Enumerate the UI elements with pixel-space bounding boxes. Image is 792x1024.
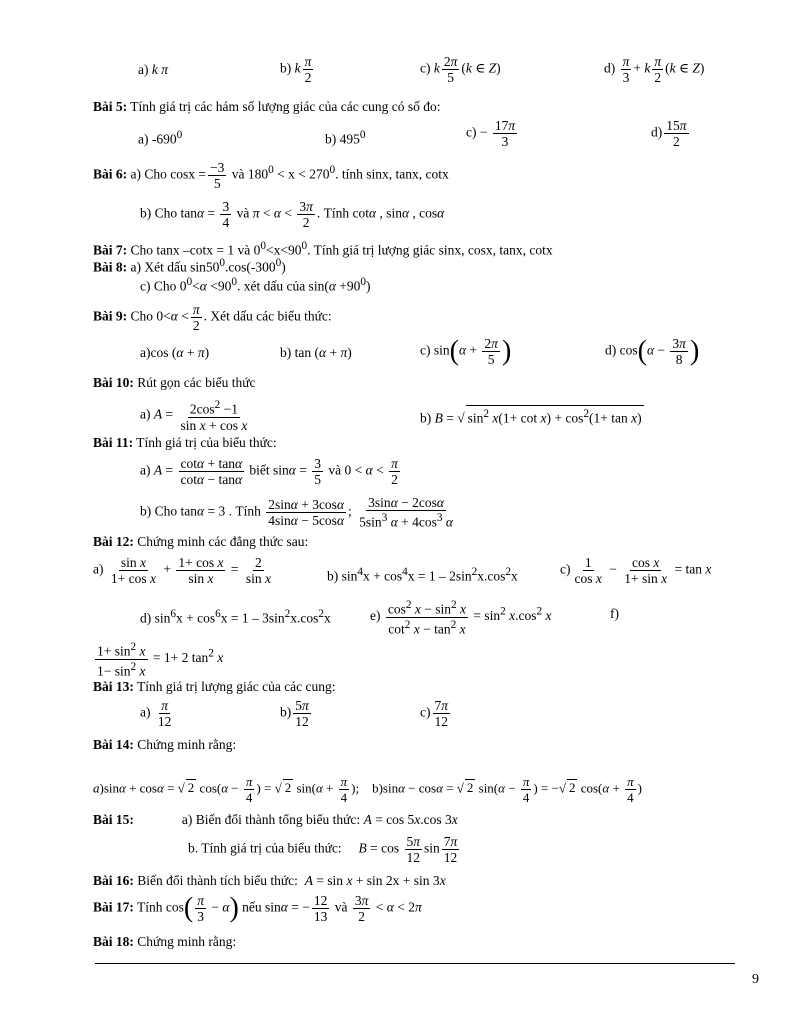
bai12-e: e) $\frac{\cos^2 x - \sin^2 x}{\cot^2 x - \tan^2 x}$ = $\sin^2 x.\cos^2$ x (370, 599, 552, 636)
page-number: 9 (752, 972, 759, 987)
bai9-heading: Bài 9: Cho 0<α < $\frac{\pi}{2}$ . Xét dấu các biểu thức: (93, 302, 332, 333)
bai12-c: c) $\frac{1}{\text{cos x}}$ − $\frac{\text{cos x}}{\text{1+ sin x}}$ = tan x (560, 555, 712, 586)
bai15-b: b. Tính giá trị của biểu thức: B = cos $\frac{5\pi}{12}$ sin $\frac{7\pi}{12}$ (188, 834, 458, 865)
bai13-c: c) $\frac{7\pi}{12}$ (420, 698, 449, 729)
bai5-d: d) $\frac{15\pi}{2}$ (651, 118, 687, 149)
bai5-heading: Bài 5: Tính giá trị các hám số lượng giác của các cung có số đo: (93, 99, 441, 114)
bai8-c: c) Cho $0^0<\alpha <90^0$. xét dấu của $\sin(\alpha +90^0)$ (140, 276, 371, 294)
bai16: Bài 16: Biến đổi thành tích biểu thức: A = sin x + sin 2x + sin 3x (93, 873, 446, 888)
bai12-heading: Bài 12: Chứng minh các đẳng thức sau: (93, 534, 309, 549)
bai9-b: b) tan (α + π) (280, 345, 352, 360)
bai11-b: b) Cho tanα = 3 . Tính $\frac{2\sin\alpha + 3\cos\alpha}{4\sin\alpha - 5\cos\alpha}$ ; $\frac{3\sin\alpha - 2\cos\alpha}{5\sin^3 \alpha + 4\cos^3 \alpha}$ (140, 495, 453, 530)
bai9-d: d) cos(α − $\frac{3\pi}{8}$ ) (605, 335, 700, 367)
bai13-heading: Bài 13: Tính giá trị lượng giác của các cung: (93, 679, 336, 694)
bai12-f-label: f) (610, 606, 619, 621)
bai6-a: Bài 6: a) Cho cosx = $\frac{-3}{5}$ và $180^0 < x < 270^0$. tính sinx, tanx, cotx (93, 160, 449, 191)
bai9-a: a)cos (α + π) (140, 345, 210, 360)
option-c: c) k $\frac{2\pi}{5}$ (k ∈ Z) (420, 54, 501, 85)
bai15-a: Bài 15: a) Biến đổi thành tổng biểu thức: A = cos 5x.cos 3x (93, 812, 458, 827)
option-d: d) $\frac{\pi}{3}$ + k $\frac{\pi}{2}$ (k ∈ Z) (604, 54, 705, 85)
bai7: Bài 7: Cho tanx –cotx = 1 và $0^0<x<90^0$. Tính giá trị lượng giác sinx, cosx, tanx, cotx (93, 240, 553, 258)
bai5-a: a) $-690^0$ (138, 129, 183, 147)
bai17: Bài 17: Tính cos( $\frac{\pi}{3}$ − α) nếu sinα = − $\frac{12}{13}$ và $\frac{3\pi}{2}$ < α < 2π (93, 892, 422, 924)
bai10-b: b) B = √ $\sin^2 x(1+ \cot x) + \cos^2(1+ \tan x)$ (420, 405, 644, 427)
option-b: b) k $\frac{\pi}{2}$ (280, 54, 312, 85)
bai12-a: a) $\frac{\text{sin x}}{\text{1+ cos x}}$ + $\frac{\text{1+ cos x}}{\text{sin x}}$ = $\frac{2}{\text{sin x}}$ (93, 555, 271, 586)
bai8-a: Bài 8: a) Xét dấu $\sin 50^0.\cos(-300^0)$ (93, 257, 286, 275)
bai12-f: $\frac{1+ \sin^2 x}{1- \sin^2 x}$ = 1+ 2 $\tan^2 x$ (97, 641, 224, 678)
bai5-b: b) $495^0$ (325, 129, 366, 147)
bai13-b: b) $\frac{5\pi}{12}$ (280, 698, 309, 729)
bai10-heading: Bài 10: Rút gọn các biểu thức (93, 375, 256, 390)
bai18-heading: Bài 18: Chứng minh rằng: (93, 934, 237, 949)
footer-divider (95, 963, 735, 964)
bai14-formulas: a)sinα + cosα = √ 2 cos(α − $\frac{\pi}{4}$ ) = √ 2 sin(α + $\frac{\pi}{4}$ ); b)sinα − cosα = √ 2 sin(α − $\frac{\pi}{4}$ ) = −√ 2 cos(α + $\frac{\pi}{4}$ ) (93, 774, 642, 805)
bai5-c: c) − $\frac{17\pi}{3}$ (466, 118, 516, 149)
bai6-b: b) Cho tanα = $\frac{3}{4}$ và π < α < $\frac{3\pi}{2}$ . Tính cotα , sinα , cosα (140, 199, 445, 230)
option-a: a) k π (138, 62, 169, 77)
bai11-heading: Bài 11: Tính giá trị của biểu thức: (93, 435, 277, 450)
bai10-a: a) A = $\frac{2\cos^2 -1}{\text{sin x + cos x}}$ (140, 399, 248, 433)
bai12-d: d) $\sin^6x + \cos^6x = 1 - 3\sin^2x.\cos^2x$ (140, 608, 331, 626)
bai13-a: a) $\frac{\pi}{12}$ (140, 698, 172, 729)
bai11-a: a) A = $\frac{\cot\alpha + \tan\alpha}{\cot\alpha - \tan\alpha}$ biết sinα = $\frac{3}{5}$ và 0 < α < $\frac{\pi}{2}$ (140, 456, 398, 487)
bai9-c: c) sin(α + $\frac{2\pi}{5}$ ) (420, 335, 512, 367)
bai12-b: b) $\sin^4x + \cos^4x = 1 - 2\sin^2x.\cos^2x$ (327, 566, 518, 584)
bai14-heading: Bài 14: Chứng minh rằng: (93, 737, 237, 752)
